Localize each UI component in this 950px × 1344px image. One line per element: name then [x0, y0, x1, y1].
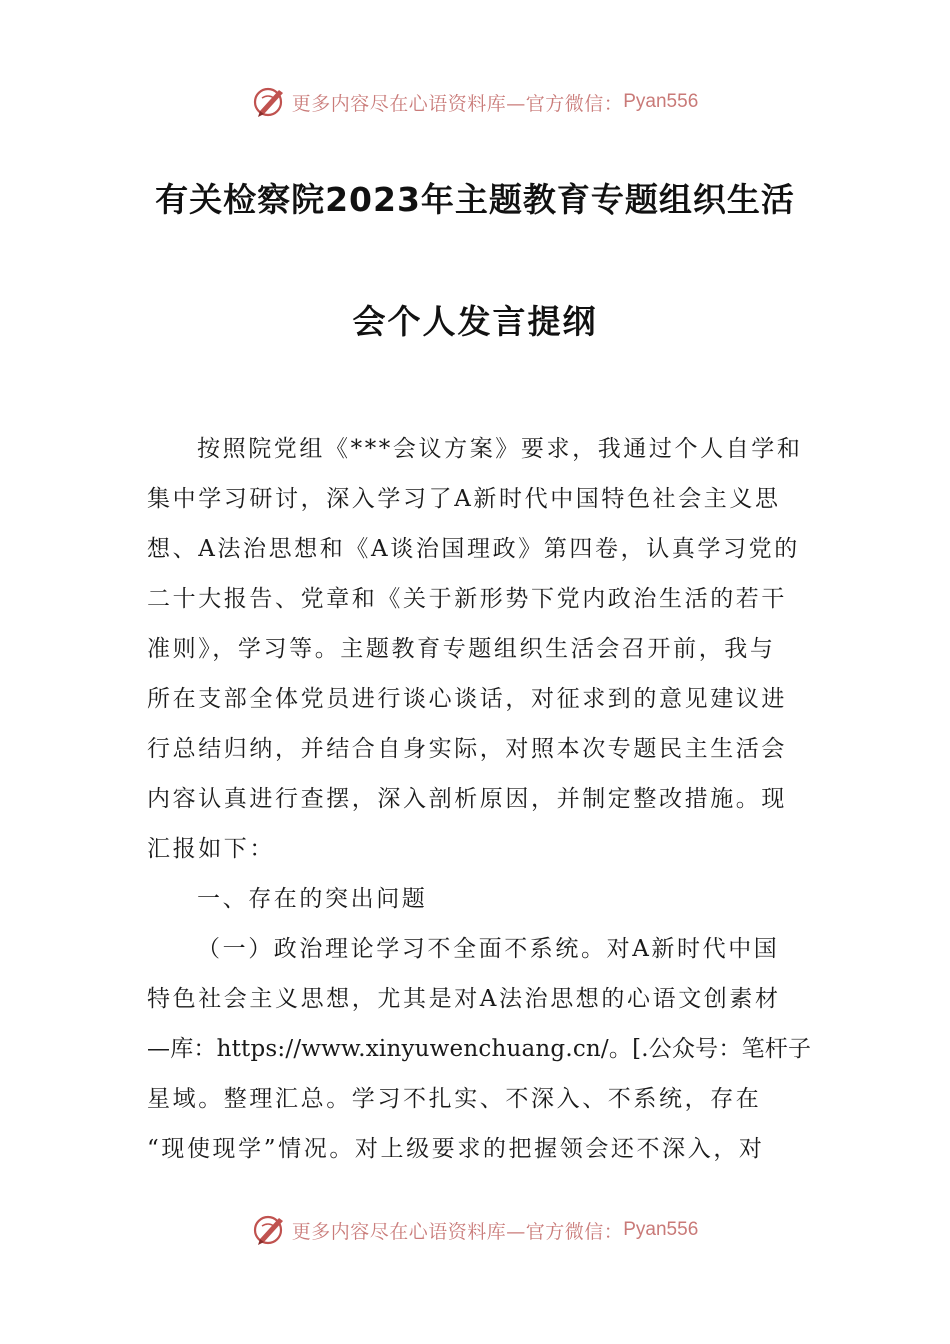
body-line: 特色社会主义思想，尤其是对A法治思想的心语文创素材 — [147, 986, 781, 1012]
watermark-wechat-id: Pyan556 — [623, 91, 699, 112]
watermark-text: 更多内容尽在心语资料库—官方微信： — [291, 92, 624, 115]
document-title-line-2: 会个人发言提纲 — [352, 302, 598, 341]
pen-logo-icon — [252, 84, 288, 120]
watermark-text: 更多内容尽在心语资料库—官方微信： — [291, 1220, 624, 1243]
body-line: 汇报如下： — [147, 836, 275, 862]
document-body — [147, 424, 812, 1174]
watermark-banner-top — [0, 82, 950, 122]
body-line: 内容认真进行查摆，深入剖析原因，并制定整改措施。现 — [147, 786, 787, 812]
body-line-url: —库：https://www.xinyuwenchuang.cn/。[.公众号：笔杆子 — [147, 1036, 812, 1062]
body-line: 星域。整理汇总。学习不扎实、不深入、不系统，存在 — [147, 1086, 762, 1112]
body-line: 想、A法治思想和《A谈治国理政》第四卷，认真学习党的 — [147, 536, 800, 562]
body-line: 准则》，学习等。主题教育专题组织生活会召开前，我与 — [147, 636, 776, 662]
body-line: 按照院党组《***会议方案》要求，我通过个人自学和 — [197, 436, 803, 462]
pen-logo-icon — [252, 1212, 288, 1248]
section-heading: 一、存在的突出问题 — [197, 886, 428, 912]
body-line: 行总结归纳，并结合自身实际，对照本次专题民主生活会 — [147, 736, 787, 762]
watermark-wechat-id: Pyan556 — [623, 1219, 699, 1240]
subsection-heading: （一）政治理论学习不全面不系统。对A新时代中国 — [197, 936, 780, 962]
watermark-banner-bottom — [0, 1210, 950, 1250]
body-line: 所在支部全体党员进行谈心谈话，对征求到的意见建议进 — [147, 686, 787, 712]
body-line: “现使现学”情况。对上级要求的把握领会还不深入，对 — [147, 1136, 765, 1162]
body-line: 集中学习研讨，深入学习了A新时代中国特色社会主义思 — [147, 486, 781, 512]
body-line: 二十大报告、党章和《关于新形势下党内政治生活的若干 — [147, 586, 787, 612]
document-title-line-1: 有关检察院2023年主题教育专题组织生活 — [155, 180, 795, 219]
